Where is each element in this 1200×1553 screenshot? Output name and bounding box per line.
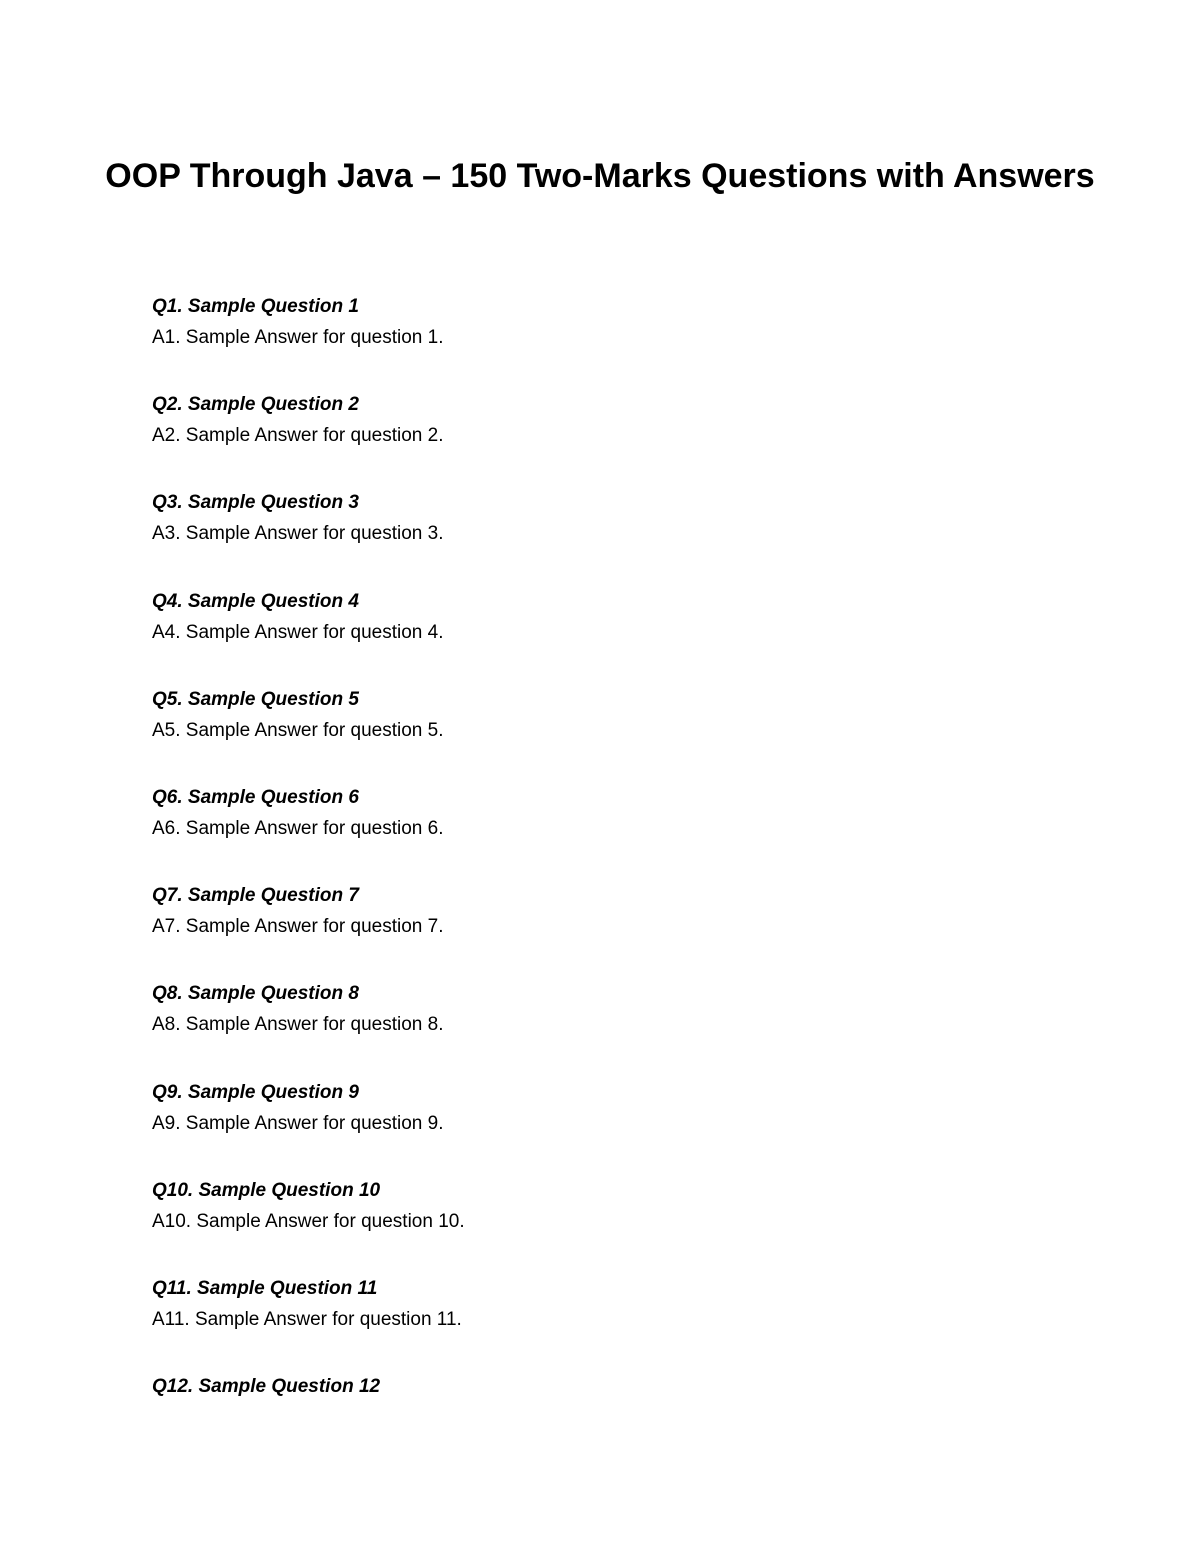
answer-text: A11. Sample Answer for question 11. [152,1308,462,1330]
qa-item [152,294,1052,392]
question-text: Q8. Sample Question 8 [152,983,359,1005]
answer-text: A10. Sample Answer for question 10. [152,1210,465,1232]
qa-item [152,785,1052,883]
answer-text: A8. Sample Answer for question 8. [152,1014,444,1036]
answer-text: A2. Sample Answer for question 2. [152,425,444,447]
qa-item [152,1276,1052,1374]
answer-text: A1. Sample Answer for question 1. [152,327,444,348]
qa-item [152,981,1052,1079]
document-title: OOP Through Java – 150 Two-Marks Questions with Answers [105,157,1095,195]
qa-item [152,490,1052,588]
question-text: Q3. Sample Question 3 [152,492,359,514]
qa-item [152,883,1052,981]
question-text: Q5. Sample Question 5 [152,688,359,710]
question-text: Q2. Sample Question 2 [152,394,359,416]
qa-item [152,1080,1052,1178]
qa-item [152,687,1052,785]
qa-item [152,1374,1052,1472]
answer-text: A3. Sample Answer for question 3. [152,523,444,545]
answer-text: A5. Sample Answer for question 5. [152,719,444,741]
qa-list [152,294,1052,1472]
question-text: Q9. Sample Question 9 [152,1081,359,1103]
question-text: Q7. Sample Question 7 [152,885,359,907]
answer-text: A9. Sample Answer for question 9. [152,1112,444,1134]
question-text: Q6. Sample Question 6 [152,786,359,808]
question-text: Q10. Sample Question 10 [152,1179,381,1201]
question-text: Q12. Sample Question 12 [152,1376,381,1398]
question-text: Q4. Sample Question 4 [152,590,359,612]
question-text: Q11. Sample Question 11 [152,1277,378,1299]
answer-text: A6. Sample Answer for question 6. [152,817,444,839]
qa-item [152,1178,1052,1276]
answer-text: A7. Sample Answer for question 7. [152,916,444,938]
answer-text: A4. Sample Answer for question 4. [152,621,444,643]
qa-item [152,392,1052,490]
question-text: Q1. Sample Question 1 [152,296,359,317]
qa-item [152,589,1052,687]
